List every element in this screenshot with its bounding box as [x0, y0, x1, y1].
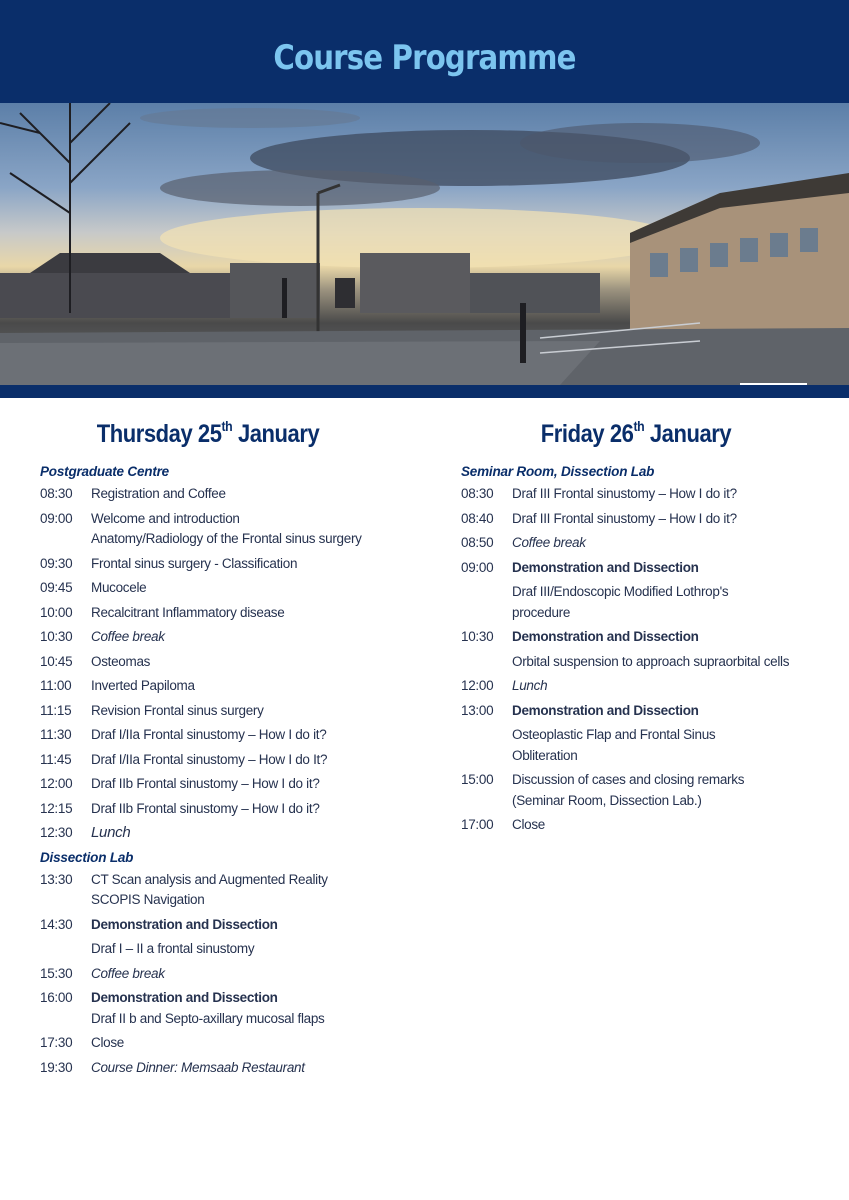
- schedule-row: [40, 939, 420, 960]
- schedule-activity: [91, 554, 420, 575]
- schedule-row: [40, 988, 420, 1029]
- activity-line: SCOPIS Navigation: [91, 892, 205, 907]
- schedule-row: [461, 627, 831, 648]
- schedule-row: [40, 1058, 420, 1079]
- header-photo: [0, 103, 849, 385]
- schedule-time: 17:00: [461, 817, 494, 832]
- schedule-time: 10:30: [40, 629, 73, 644]
- schedule-activity: [512, 627, 831, 648]
- schedule-time: 08:50: [461, 535, 494, 550]
- friday-heading: Friday 26th January: [540, 418, 732, 448]
- schedule-time: [461, 652, 512, 673]
- schedule-activity: [512, 701, 831, 722]
- schedule-activity: [512, 582, 831, 623]
- schedule-time: 11:00: [40, 678, 72, 693]
- venue-label: Dissection Lab: [40, 849, 134, 865]
- schedule-time: 09:30: [40, 555, 73, 571]
- activity-line: Orbital suspension to approach supraorbital cells: [512, 653, 790, 669]
- activity-line: Inverted Papiloma: [91, 678, 195, 693]
- activity-line: Lunch: [512, 678, 548, 693]
- activity-line: Welcome and introduction: [91, 510, 240, 526]
- schedule-activity: [91, 676, 420, 697]
- schedule-time: 08:40: [461, 510, 494, 526]
- schedule-activity: [91, 725, 420, 746]
- schedule-activity: [512, 725, 831, 766]
- schedule-row: [40, 554, 420, 575]
- schedule-time: 08:30: [40, 486, 73, 501]
- schedule-row: [40, 915, 420, 936]
- schedule-time: 12:00: [461, 678, 494, 693]
- schedule-row: [40, 603, 420, 624]
- schedule-row: [461, 652, 831, 673]
- schedule-row: [461, 770, 831, 811]
- schedule-row: [40, 964, 420, 985]
- schedule-time: 08:30: [461, 486, 494, 501]
- schedule-row: [40, 823, 420, 844]
- schedule-activity: [512, 676, 831, 697]
- activity-line: Course Dinner: Memsaab Restaurant: [91, 1059, 305, 1075]
- schedule-row: [40, 578, 420, 599]
- activity-line: Demonstration and Dissection: [91, 916, 278, 932]
- activity-line: Mucocele: [91, 580, 147, 595]
- schedule-activity: [91, 774, 420, 795]
- activity-line: Draf IIb Frontal sinustomy – How I do it?: [91, 776, 320, 791]
- schedule-activity: [91, 939, 420, 960]
- schedule-row: [40, 774, 420, 795]
- schedule-activity: [91, 915, 420, 936]
- schedule-row: [461, 582, 831, 623]
- schedule-activity: [91, 701, 420, 722]
- schedule-row: [40, 701, 420, 722]
- schedule-row: [461, 484, 831, 505]
- activity-line: Draf IIb Frontal sinustomy – How I do it?: [91, 800, 320, 816]
- schedule-time: [461, 582, 512, 623]
- schedule-time: 15:00: [461, 772, 494, 787]
- schedule-activity: [91, 870, 420, 911]
- activity-line: Demonstration and Dissection: [512, 559, 699, 575]
- schedule-time: 10:45: [40, 653, 73, 669]
- schedule-activity: [512, 484, 831, 505]
- activity-line: Draf II b and Septo-axillary mucosal flaps: [91, 1010, 325, 1026]
- schedule-time: 14:30: [40, 916, 73, 932]
- schedule-time: 10:00: [40, 604, 73, 620]
- activity-line: Draf I – II a frontal sinustomy: [91, 941, 255, 956]
- schedule-row: [40, 652, 420, 673]
- schedule-activity: [91, 823, 420, 844]
- schedule-time: 16:00: [40, 990, 73, 1005]
- schedule-activity: [91, 964, 420, 985]
- schedule-row: [40, 484, 420, 505]
- activity-line: Coffee break: [91, 629, 165, 644]
- schedule-row: [461, 533, 831, 554]
- schedule-row: [40, 676, 420, 697]
- activity-line: Coffee break: [91, 965, 165, 981]
- schedule-activity: [91, 988, 420, 1029]
- schedule-time: 19:30: [40, 1059, 73, 1075]
- friday-column: [461, 420, 831, 840]
- schedule-time: 12:15: [40, 800, 73, 816]
- schedule-row: [461, 676, 831, 697]
- activity-line: Demonstration and Dissection: [512, 629, 699, 644]
- activity-line: Revision Frontal sinus surgery: [91, 702, 264, 718]
- schedule-activity: [91, 799, 420, 820]
- activity-line: Draf I/IIa Frontal sinustomy – How I do it?: [91, 727, 327, 742]
- friday-session-1: [461, 484, 831, 836]
- schedule-time: 11:30: [40, 727, 72, 742]
- schedule-time: 15:30: [40, 965, 73, 981]
- schedule-activity: [512, 509, 831, 530]
- activity-line: Osteomas: [91, 653, 151, 669]
- schedule-activity: [512, 770, 831, 811]
- schedule-activity: [91, 1058, 420, 1079]
- schedule-row: [40, 627, 420, 648]
- activity-line: Demonstration and Dissection: [91, 990, 278, 1005]
- schedule-row: [461, 725, 831, 766]
- schedule-row: [40, 725, 420, 746]
- schedule-row: [40, 509, 420, 550]
- schedule-time: 11:15: [40, 702, 72, 718]
- venue-label: Postgraduate Centre: [40, 464, 169, 479]
- activity-line: Recalcitrant Inflammatory disease: [91, 604, 285, 620]
- schedule-activity: [512, 533, 831, 554]
- schedule-time: 17:30: [40, 1035, 73, 1050]
- hospital-photo-illustration: [0, 103, 849, 385]
- activity-line: Lunch: [91, 824, 131, 841]
- activity-line: Draf III/Endoscopic Modified Lothrop's: [512, 584, 729, 599]
- activity-line: (Seminar Room, Dissection Lab.): [512, 792, 702, 808]
- schedule-time: 12:00: [40, 776, 73, 791]
- activity-line: Registration and Coffee: [91, 486, 226, 501]
- schedule-time: 12:30: [40, 825, 73, 840]
- activity-line: procedure: [512, 604, 571, 620]
- schedule-activity: [512, 558, 831, 579]
- schedule-activity: [91, 1033, 420, 1054]
- schedule-row: [40, 1033, 420, 1054]
- thursday-heading: Thursday 25th January: [96, 418, 320, 448]
- activity-line: Osteoplastic Flap and Frontal Sinus: [512, 727, 716, 742]
- schedule-activity: [91, 578, 420, 599]
- schedule-time: [461, 725, 512, 766]
- schedule-row: [40, 750, 420, 771]
- schedule-activity: [91, 509, 420, 550]
- photo-bottom-strip: [0, 385, 849, 398]
- schedule-time: 13:30: [40, 871, 73, 887]
- schedule-time: 09:00: [40, 510, 73, 526]
- activity-line: Discussion of cases and closing remarks: [512, 772, 745, 787]
- schedule-row: [461, 701, 831, 722]
- schedule-time: 10:30: [461, 629, 494, 644]
- venue-label: Seminar Room, Dissection Lab: [461, 464, 655, 479]
- schedule-time: [40, 939, 91, 960]
- activity-line: Obliteration: [512, 747, 578, 763]
- activity-line: Draf I/IIa Frontal sinustomy – How I do It?: [91, 751, 328, 767]
- activity-line: CT Scan analysis and Augmented Reality: [91, 871, 328, 887]
- schedule-activity: [91, 627, 420, 648]
- schedule-row: [40, 870, 420, 911]
- schedule-time: 09:00: [461, 559, 494, 575]
- activity-line: Frontal sinus surgery - Classification: [91, 555, 298, 571]
- schedule-row: [461, 558, 831, 579]
- schedule-activity: [91, 750, 420, 771]
- schedule-time: 09:45: [40, 580, 73, 595]
- page-title: Course Programme: [273, 38, 576, 78]
- activity-line: Close: [91, 1035, 125, 1050]
- schedule-row: [461, 815, 831, 836]
- schedule-row: [461, 509, 831, 530]
- schedule-activity: [91, 484, 420, 505]
- activity-line: Draf III Frontal sinustomy – How I do it?: [512, 486, 737, 501]
- schedule-activity: [512, 652, 831, 673]
- thursday-column: [40, 420, 420, 1082]
- schedule-activity: [91, 652, 420, 673]
- schedule-activity: [512, 815, 831, 836]
- schedule-row: [40, 799, 420, 820]
- activity-line: Anatomy/Radiology of the Frontal sinus surgery: [91, 531, 362, 546]
- schedule-activity: [91, 603, 420, 624]
- activity-line: Draf III Frontal sinustomy – How I do it?: [512, 510, 737, 526]
- activity-line: Demonstration and Dissection: [512, 702, 699, 718]
- schedule-time: 11:45: [40, 751, 72, 767]
- activity-line: Coffee break: [512, 535, 586, 550]
- thursday-session-2: [40, 870, 420, 1079]
- thursday-session-1: [40, 484, 420, 844]
- schedule-time: 13:00: [461, 702, 494, 718]
- title-bar: [0, 0, 849, 103]
- activity-line: Close: [512, 817, 546, 832]
